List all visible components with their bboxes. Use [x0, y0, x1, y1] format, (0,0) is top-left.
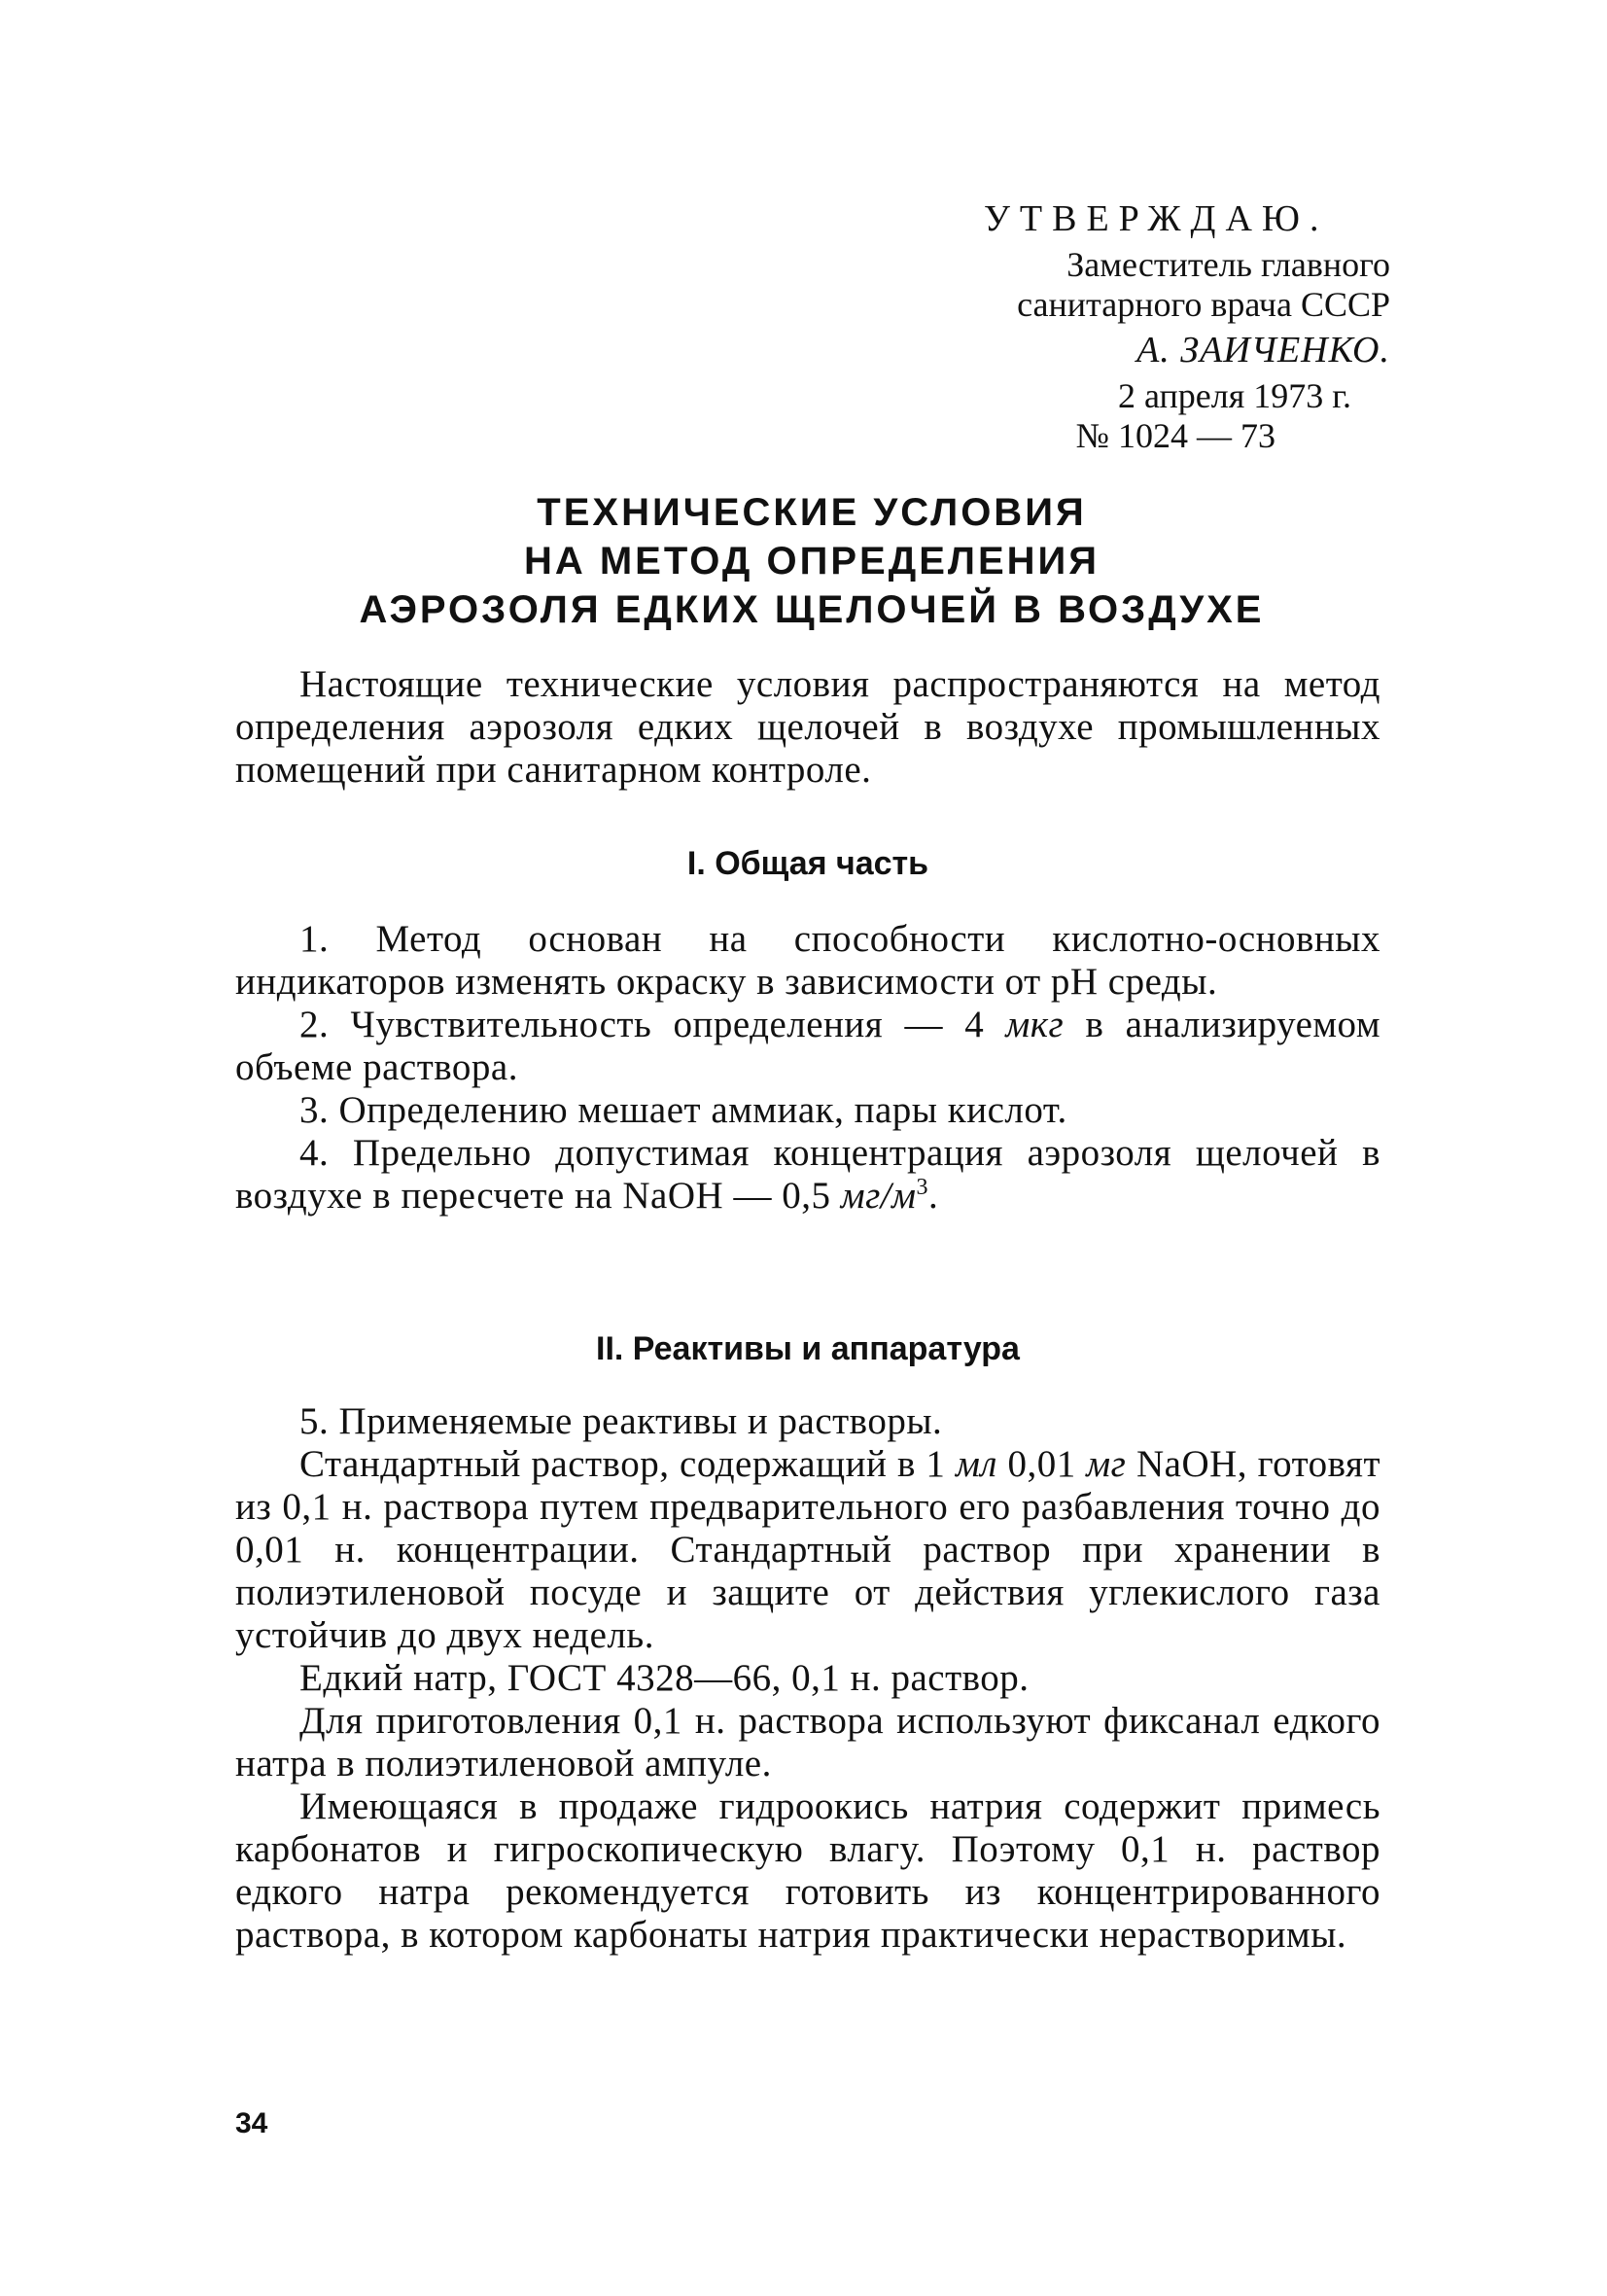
item-2 — [235, 1004, 1380, 1089]
section-reagents-body — [235, 1400, 1380, 1957]
item-4-text-a: 4. Предельно допустимая концентрация аэрозоля щелочей в воздухе в пересчете на NaOH — 0,5 — [235, 1132, 1380, 1217]
item-2-text-b: в анализируемом объеме раствора. — [235, 1004, 1380, 1088]
item-1: 1. Метод основан на способности кислотно-основных индикаторов изменять окраску в зависимости от pH среды. — [235, 918, 1380, 1003]
approval-position-line1: Заместитель главного — [1066, 245, 1390, 284]
section-heading-reagents: II. Реактивы и аппаратура — [596, 1330, 1020, 1367]
caustic-soda-paragraph: Едкий натр, ГОСТ 4328—66, 0,1 н. раствор. — [299, 1657, 1030, 1699]
approval-number: № 1024 — 73 — [1075, 416, 1275, 455]
item-4 — [235, 1132, 1380, 1218]
item-4-text-b: . — [928, 1175, 939, 1217]
approval-word: УТВЕРЖДАЮ. — [984, 198, 1329, 239]
section-general-body — [235, 918, 1380, 1218]
item-2-text-a: 2. Чувствительность определения — 4 — [299, 1004, 1006, 1045]
approval-date: 2 апреля 1973 г. — [1118, 376, 1351, 415]
document-title — [233, 488, 1390, 634]
item-4-unit-superscript: 3 — [916, 1175, 929, 1200]
title-line-3: АЭРОЗОЛЯ ЕДКИХ ЩЕЛОЧЕЙ В ВОЗДУХЕ — [359, 588, 1265, 631]
standard-unit-ml: мл — [956, 1443, 997, 1485]
item-2-unit: мкг — [1005, 1004, 1065, 1045]
item-3: 3. Определению мешает аммиак, пары кислот. — [299, 1089, 1067, 1131]
intro-paragraph: Настоящие технические условия распространяются на метод определения аэрозоля едких щелочей в воздухе промышленных помещений при санитарном контроле. — [235, 663, 1380, 791]
item-5: 5. Применяемые реактивы и растворы. — [299, 1400, 943, 1442]
standard-solution-paragraph — [235, 1443, 1380, 1657]
standard-unit-mg: мг — [1086, 1443, 1127, 1485]
commercial-hydroxide-paragraph: Имеющаяся в продаже гидроокись натрия содержит примесь карбонатов и гигроскопическую влагу. Поэтому 0,1 н. раствор едкого натра рекомендуется готовить из концентрированного раствора, в котором карбонаты натрия практически нерастворимы. — [235, 1785, 1380, 1956]
standard-text-b: 0,01 — [996, 1443, 1087, 1485]
item-4-unit: мг/м — [840, 1175, 917, 1217]
title-line-2: НА МЕТОД ОПРЕДЕЛЕНИЯ — [523, 540, 1100, 583]
approval-block — [962, 199, 1390, 456]
preparation-paragraph: Для приготовления 0,1 н. раствора используют фиксанал едкого натра в полиэтиленовой ампуле. — [235, 1700, 1380, 1784]
approval-position-line2: санитарного врача СССР — [1017, 285, 1390, 324]
title-line-1: ТЕХНИЧЕСКИЕ УСЛОВИЯ — [537, 491, 1087, 534]
approval-signatory: А. ЗАИЧЕНКО. — [1136, 330, 1390, 371]
standard-text-a: Стандартный раствор, содержащий в 1 — [299, 1443, 956, 1485]
page-number: 34 — [235, 2107, 268, 2139]
section-heading-general: I. Общая часть — [686, 845, 929, 882]
standard-text-c: NaOH, готовят из 0,1 н. раствора путем предварительного его разбавления точно до 0,01 н. концентрации. Стандартный раствор при хранении в полиэтиленовой посуде и защите от действия углекислого газа устойчив до двух недель. — [235, 1443, 1381, 1656]
